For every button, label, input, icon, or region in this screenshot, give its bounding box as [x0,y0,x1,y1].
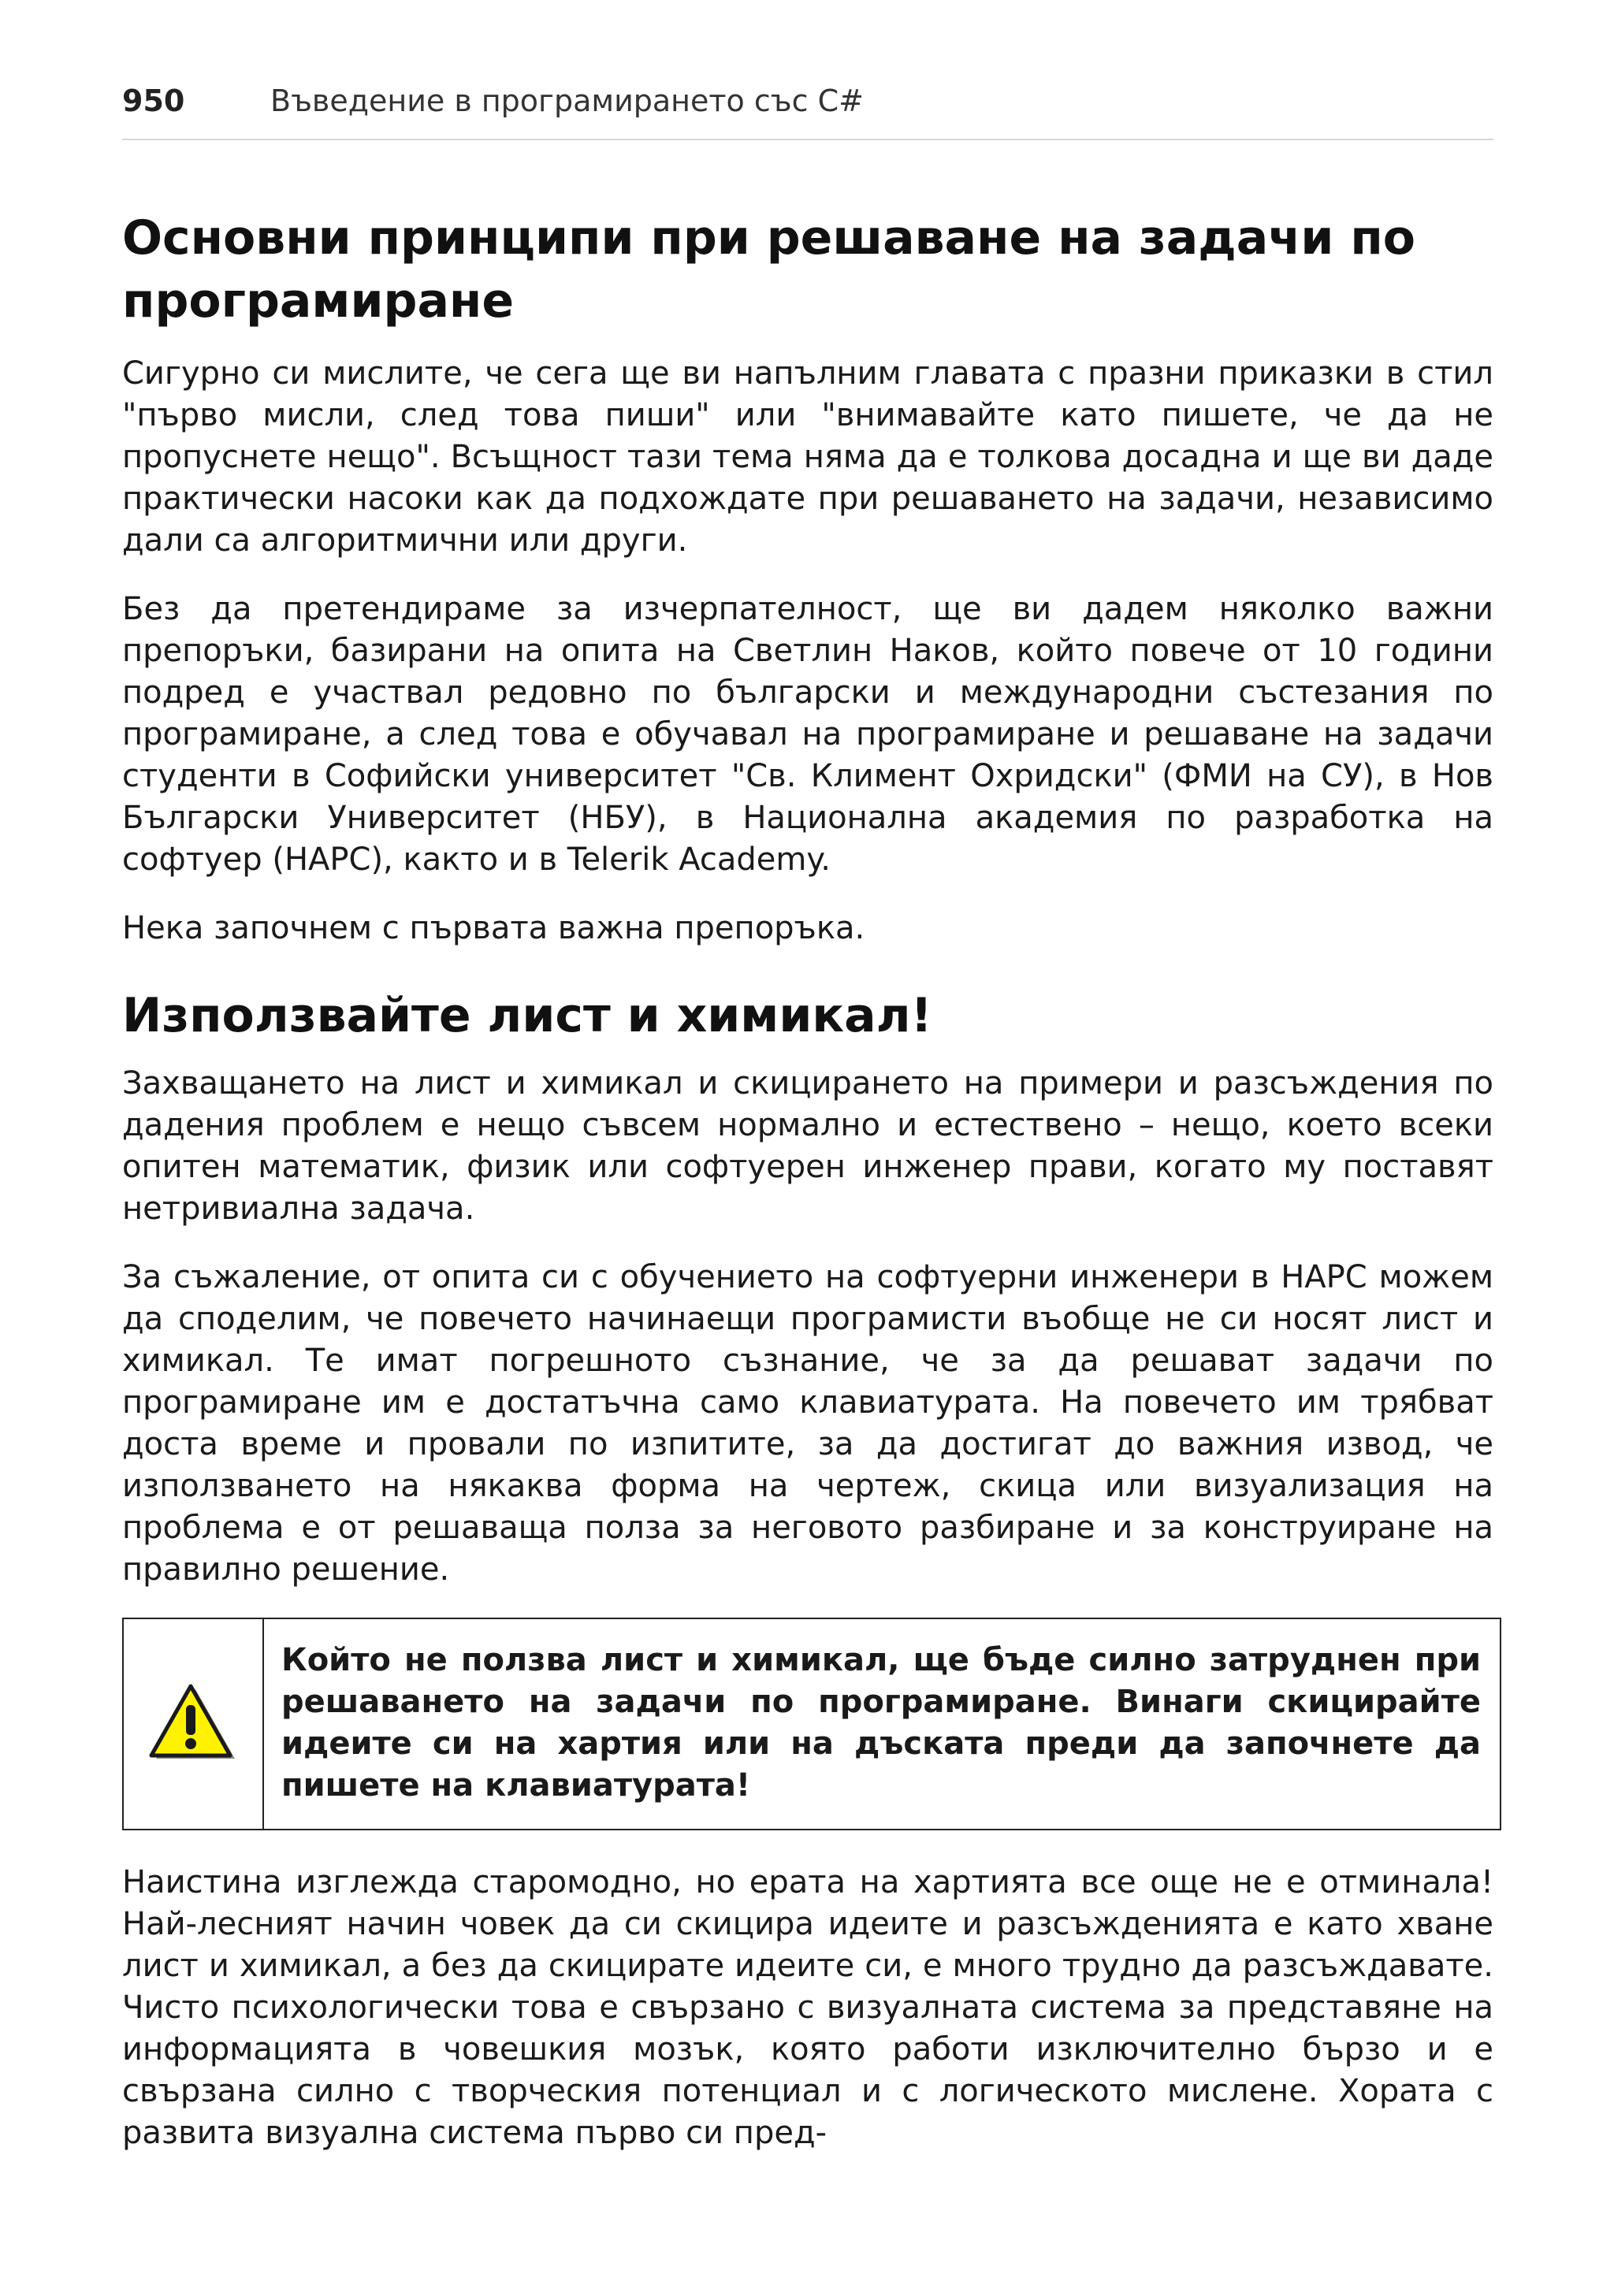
warning-icon [147,1683,240,1765]
warning-icon-cell [124,1619,264,1829]
running-title: Въведение в програмирането със C# [270,84,864,118]
paragraph: Наистина изглежда старомодно, но ерата на хартията все още не е отминала! Най-лесният начин човек да си скицира идеите и разсъжденията е като хване лист и химикал, а без да скицирате идеите си, е много трудно да разсъждавате. Чисто психологически това е свързано с визуалната система за представяне на информацията в човешкия мозък, която работи изключително бързо и е свързана силно с творческия потенциал и с логическото мислене. Хората с развита визуална система първо си пред- [122,1864,1493,2151]
page-number: 950 [122,84,185,118]
page-header [122,82,1493,140]
paragraph: Сигурно си мислите, че сега ще ви напълним главата с празни приказки в стил "първо мисли, след това пиши" или "внимавайте като пишете, че да не пропуснете нещо". Всъщност тази тема няма да е толкова досадна и ще ви даде практически насоки как да подхождате при решаването на задачи, независимо дали са алгоритмични или други. [122,355,1493,559]
section-heading-principles: Основни принципи при решаване на задачи по програмиране [122,210,1416,329]
page-content [122,206,1493,2181]
warning-text: Който не ползва лист и химикал, ще бъде силно затруднен при решаването на задачи по програмиране. Винаги скицирайте идеите си на хартия или на дъската преди да започнете да пишете на клавиатурата! [281,1642,1481,1804]
paragraph: За съжаление, от опита си с обучението на софтуерни инженери в НАРС можем да споделим, че повечето начинаещи програмисти въобще не си носят лист и химикал. Те имат погрешното съзнание, че за да решават задачи по програмиране им е достатъчна само клавиатурата. На повечето им трябват доста време и провали по изпитите, за да достигат до важния извод, че използването на някаква форма на чертеж, скица или визуализация на проблема е от решаваща полза за неговото разбиране и за конструиране на правилно решение. [122,1259,1493,1588]
paragraph: Захващането на лист и химикал и скицирането на примери и разсъждения по дадения проблем е нещо съвсем нормално и естествено – нещо, което всеки опитен математик, физик или софтуерен инженер прави, когато му поставят нетривиална задача. [122,1065,1493,1227]
paragraph: Без да претендираме за изчерпателност, ще ви дадем няколко важни препоръки, базирани на опита на Светлин Наков, който повече от 10 години подред е участвал редовно по български и международни състезания по програмиране, а след това е обучавал на програмиране и решаване на задачи студенти в Софийски университет "Св. Климент Охридски" (ФМИ на СУ), в Нов Български Университет (НБУ), в Национална академия по разработка на софтуер (НАРС), както и в Telerik Academy. [122,591,1493,878]
paragraph: Нека започнем с първата важна препоръка. [122,910,865,946]
warning-callout [122,1618,1501,1830]
section-heading-paper-pen: Използвайте лист и химикал! [122,988,932,1043]
